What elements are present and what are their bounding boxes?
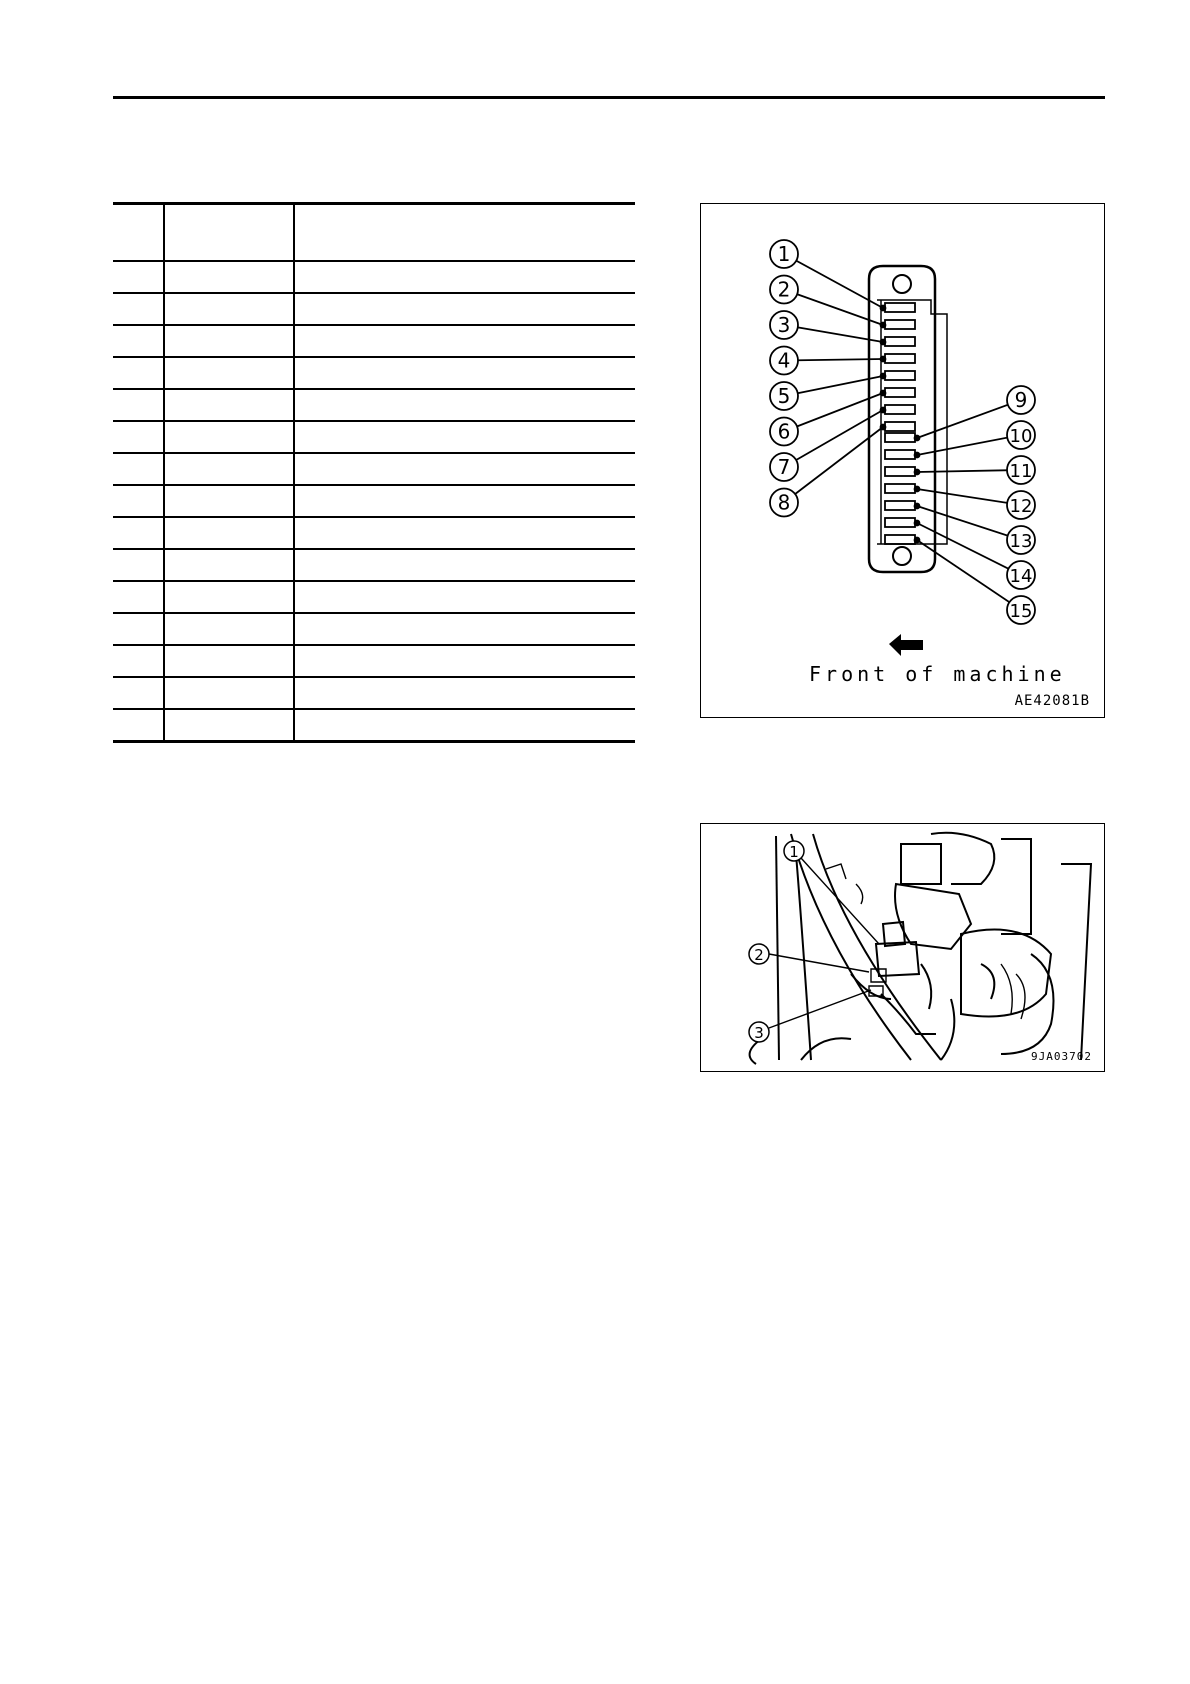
direction-label: Front of machine	[809, 662, 1066, 686]
connector-drawing	[701, 204, 1106, 719]
leader-arrowhead	[881, 323, 886, 328]
leader-line	[917, 540, 1021, 610]
leader-arrowhead	[881, 408, 886, 413]
leader-arrowhead	[915, 453, 920, 458]
leader-arrowhead	[881, 306, 886, 311]
callout-number: 12	[1009, 496, 1033, 517]
connector-slot	[885, 388, 915, 397]
table-row	[113, 262, 635, 294]
connector-slot	[885, 535, 915, 544]
leader-arrowhead	[881, 374, 886, 379]
leader-arrowhead	[915, 487, 920, 492]
table-row	[113, 454, 635, 486]
connector-slot	[885, 450, 915, 459]
leader-arrowhead	[915, 436, 920, 441]
connector-slot	[885, 354, 915, 363]
leader-line	[917, 489, 1021, 505]
table-row	[113, 294, 635, 326]
leader-arrowhead	[915, 521, 920, 526]
svg-text:2: 2	[754, 946, 764, 964]
header-rule	[113, 96, 1105, 99]
svg-text:3: 3	[754, 1024, 764, 1042]
leader-line	[917, 470, 1021, 472]
table-row	[113, 486, 635, 518]
leader-arrowhead	[915, 504, 920, 509]
location-drawing	[701, 824, 1106, 1073]
leader-arrowhead	[881, 357, 886, 362]
callout-number: 2	[777, 277, 791, 302]
callout-number: 7	[777, 455, 791, 479]
callout-number: 14	[1009, 566, 1033, 587]
table-header-row	[113, 202, 635, 262]
figure-code: AE42081B	[1014, 693, 1090, 709]
leader-line	[917, 400, 1021, 438]
table-row	[113, 582, 635, 614]
connector-slot	[885, 484, 915, 493]
leader-line	[917, 506, 1021, 540]
callout-number: 3	[777, 313, 791, 337]
table-row	[113, 678, 635, 710]
table-row	[113, 710, 635, 743]
table-row	[113, 422, 635, 454]
callout-number: 10	[1009, 426, 1033, 447]
callout-number: 5	[777, 384, 791, 408]
callout-number: 11	[1009, 461, 1033, 482]
leader-arrowhead	[881, 391, 886, 396]
connector-slot	[885, 371, 915, 380]
connector-slot	[885, 433, 915, 442]
callout-number: 8	[777, 490, 791, 515]
leader-arrowhead	[915, 470, 920, 475]
callout-number: 15	[1009, 601, 1033, 622]
connector-slot	[885, 518, 915, 527]
connector-slot	[885, 405, 915, 414]
callout-number: 9	[1014, 388, 1028, 412]
callout-number: 6	[777, 419, 791, 444]
svg-text:1: 1	[789, 843, 799, 861]
figure-code: 9JA03702	[1031, 1050, 1092, 1063]
connector-slot	[885, 320, 915, 329]
location-figure	[700, 823, 1105, 1072]
callout-number: 13	[1009, 531, 1033, 552]
leader-arrowhead	[915, 538, 920, 543]
connector-slot	[885, 467, 915, 476]
table-row	[113, 358, 635, 390]
connector-slot	[885, 337, 915, 346]
table-row	[113, 518, 635, 550]
table-row	[113, 550, 635, 582]
leader-line	[917, 435, 1021, 455]
connector-slot	[885, 501, 915, 510]
connector-slot	[885, 303, 915, 312]
table-row	[113, 614, 635, 646]
connector-slot	[885, 422, 915, 431]
table-row	[113, 326, 635, 358]
fuse-table	[113, 202, 635, 743]
leader-arrowhead	[881, 340, 886, 345]
table-row	[113, 390, 635, 422]
leader-arrowhead	[881, 425, 886, 430]
table-row	[113, 646, 635, 678]
callout-number: 1	[777, 242, 791, 266]
callout-number: 4	[777, 348, 791, 373]
connector-figure	[700, 203, 1105, 718]
